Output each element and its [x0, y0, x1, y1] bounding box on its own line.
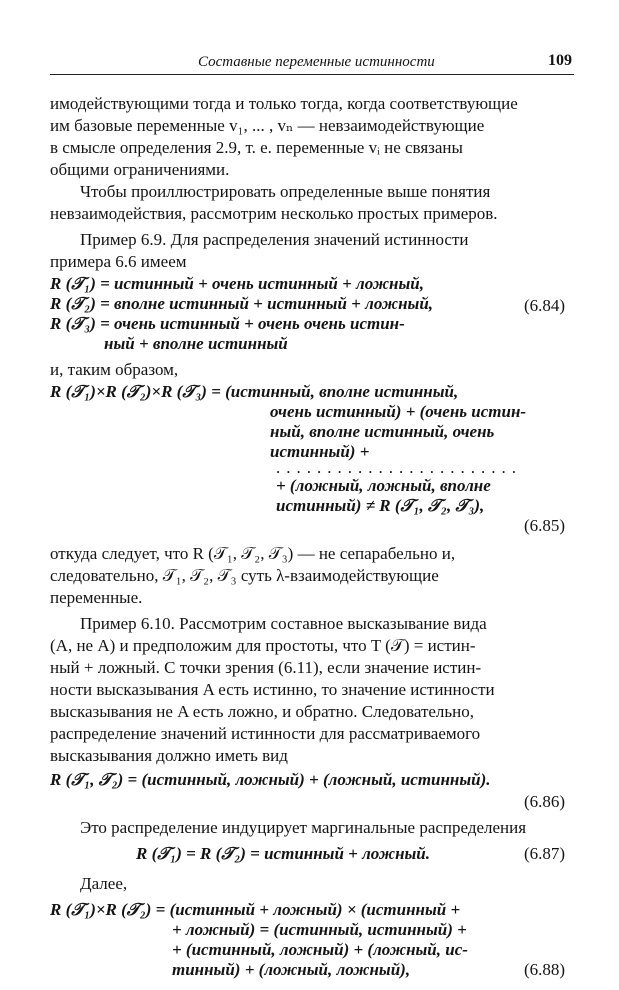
example-610-line-7: высказывания должно иметь вид: [50, 746, 288, 765]
eq685-line-4: истинный) +: [270, 442, 370, 461]
eq685-line-1: R (𝒯₁)×R (𝒯₂)×R (𝒯₃) = (истинный, вполне истинный,: [50, 382, 459, 401]
eq685-number: (6.85): [524, 516, 566, 535]
eq686-number: (6.86): [524, 792, 566, 811]
eq685-line-3: ный, вполне истинный, очень: [270, 422, 495, 441]
eq686-line: R (𝒯₁, 𝒯₂) = (истинный, ложный) + (ложный, истинный).: [50, 770, 491, 789]
para3-line-3: переменные.: [50, 588, 143, 607]
eq687-line: R (𝒯₁) = R (𝒯₂) = истинный + ложный.: [136, 844, 431, 863]
eq684-line-4: ный + вполне истинный: [104, 334, 288, 353]
example-610-line-3: ный + ложный. С точки зрения (6.11), если значение истин-: [50, 658, 482, 677]
para2-line-1: Чтобы проиллюстрировать определенные выше понятия: [80, 182, 491, 201]
example-69-line-2: примера 6.6 имеем: [50, 252, 187, 271]
para2-line-2: невзаимодействия, рассмотрим несколько простых примеров.: [50, 204, 498, 223]
eq684-line-2: R (𝒯₂) = вполне истинный + истинный + ложный,: [50, 294, 434, 313]
example-69-line-1: Пример 6.9. Для распределения значений истинности: [80, 230, 469, 249]
eq688-line-2: + ложный) = (истинный, истинный) +: [172, 920, 467, 939]
eq684-line-3: R (𝒯₃) = очень истинный + очень очень истин-: [50, 314, 405, 333]
example-610-line-2: (A, не A) и предположим для простоты, что T (𝒯) = истин-: [50, 636, 476, 655]
further-line: Далее,: [80, 874, 128, 893]
example-610-line-4: ности высказывания A есть истинно, то значение истинности: [50, 680, 495, 699]
example-610-line-1: Пример 6.10. Рассмотрим составное высказывание вида: [80, 614, 487, 633]
para1-line-2: им базовые переменные v₁, ... , vₙ — невзаимодействующие: [50, 116, 485, 135]
para4-line: Это распределение индуцирует маргинальные распределения: [80, 818, 527, 837]
eq685-line-2: очень истинный) + (очень истин-: [270, 402, 527, 421]
example-610-line-5: высказывания не A есть ложно, и обратно. Следовательно,: [50, 702, 475, 721]
para3-line-2: следовательно, 𝒯₁, 𝒯₂, 𝒯₃ суть λ-взаимодействующие: [50, 566, 439, 585]
eq685-ellipsis: ........................: [276, 458, 522, 477]
para1-line-3: в смысле определения 2.9, т. е. переменные vᵢ не связаны: [50, 138, 463, 157]
running-header: [50, 52, 574, 75]
eq685-line-6: истинный) ≠ R (𝒯₁, 𝒯₂, 𝒯₃),: [276, 496, 485, 515]
eq688-number: (6.88): [524, 960, 566, 979]
eq685-line-5: + (ложный, ложный, вполне: [276, 476, 491, 495]
eq688-line-3: + (истинный, ложный) + (ложный, ис-: [172, 940, 468, 959]
page-number: 109: [548, 52, 572, 69]
para3-line-1: откуда следует, что R (𝒯₁, 𝒯₂, 𝒯₃) — не сепарабельно и,: [50, 544, 456, 563]
thus-line: и, таким образом,: [50, 360, 179, 379]
para1-line-4: общими ограничениями.: [50, 160, 230, 179]
para1-line-1: имодействующими тогда и только тогда, когда соответствующие: [50, 94, 518, 113]
header-title: Составные переменные истинности: [198, 54, 435, 70]
eq687-number: (6.87): [524, 844, 566, 863]
eq688-line-4: тинный) + (ложный, ложный),: [172, 960, 411, 979]
eq684-number: (6.84): [524, 296, 566, 315]
eq684-line-1: R (𝒯₁) = истинный + очень истинный + ложный,: [50, 274, 424, 293]
example-610-line-6: распределение значений истинности для рассматриваемого: [50, 724, 481, 743]
eq688-line-1: R (𝒯₁)×R (𝒯₂) = (истинный + ложный) × (истинный +: [50, 900, 461, 919]
